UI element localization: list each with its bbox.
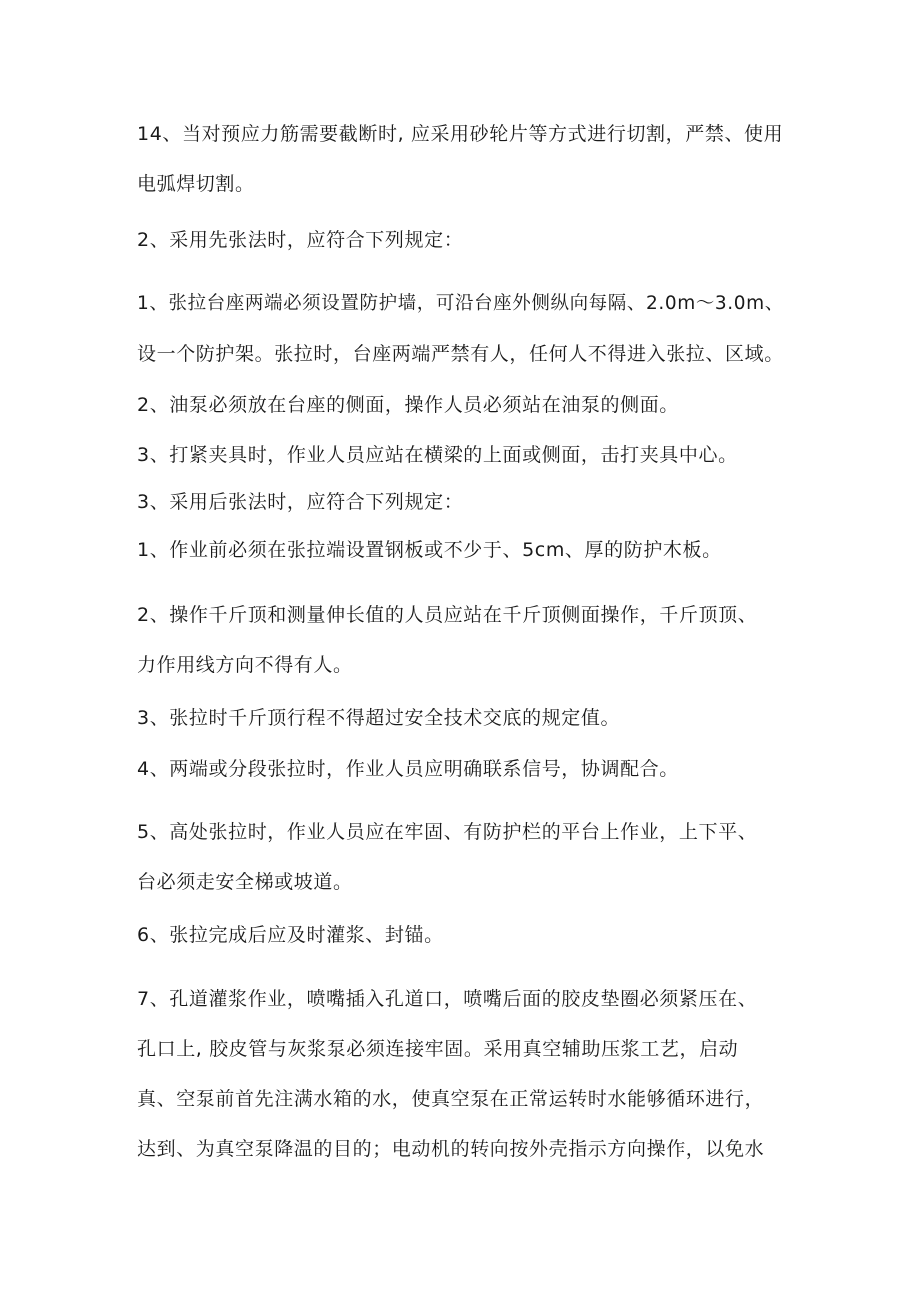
- text-line: 电弧焊切割。: [137, 173, 255, 195]
- text-line: 1、作业前必须在张拉端设置钢板或不少于、5cm、厚的防护木板。: [137, 539, 722, 561]
- text-line: 3、采用后张法时，应符合下列规定：: [137, 491, 464, 513]
- text-line: 真、空泵前首先注满水箱的水，使真空泵在正常运转时水能够循环进行，: [137, 1088, 765, 1110]
- text-line: 14、当对预应力筋需要截断时, 应采用砂轮片等方式进行切割，严禁、使用: [137, 123, 784, 145]
- text-line: 力作用线方向不得有人。: [137, 654, 353, 676]
- text-line: 2、操作千斤顶和测量伸长值的人员应站在千斤顶侧面操作，千斤顶顶、: [137, 604, 758, 626]
- text-line: 7、孔道灌浆作业，喷嘴插入孔道口，喷嘴后面的胶皮垫圈必须紧压在、: [137, 988, 758, 1010]
- text-line: 设一个防护架。张拉时，台座两端严禁有人，任何人不得进入张拉、区域。: [137, 343, 784, 365]
- text-line: 3、张拉时千斤顶行程不得超过安全技术交底的规定值。: [137, 707, 621, 729]
- text-line: 1、张拉台座两端必须设置防护墙，可沿台座外侧纵向每隔、2.0m～3.0m、: [137, 293, 784, 314]
- text-line: 达到、为真空泵降温的目的；电动机的转向按外壳指示方向操作，以免水: [137, 1138, 765, 1160]
- text-line: 2、油泵必须放在台座的侧面，操作人员必须站在油泵的侧面。: [137, 394, 679, 416]
- text-line: 6、张拉完成后应及时灌浆、封锚。: [137, 924, 444, 946]
- text-line: 5、高处张拉时，作业人员应在牢固、有防护栏的平台上作业，上下平、: [137, 821, 758, 843]
- text-line: 4、两端或分段张拉时，作业人员应明确联系信号，协调配合。: [137, 758, 679, 780]
- text-line: 台必须走安全梯或坡道。: [137, 871, 353, 893]
- text-line: 孔口上, 胶皮管与灰浆泵必须连接牢固。采用真空辅助压浆工艺，启动: [137, 1038, 739, 1060]
- text-line: 2、采用先张法时，应符合下列规定：: [137, 229, 464, 251]
- text-line: 3、打紧夹具时，作业人员应站在横梁的上面或侧面，击打夹具中心。: [137, 444, 738, 466]
